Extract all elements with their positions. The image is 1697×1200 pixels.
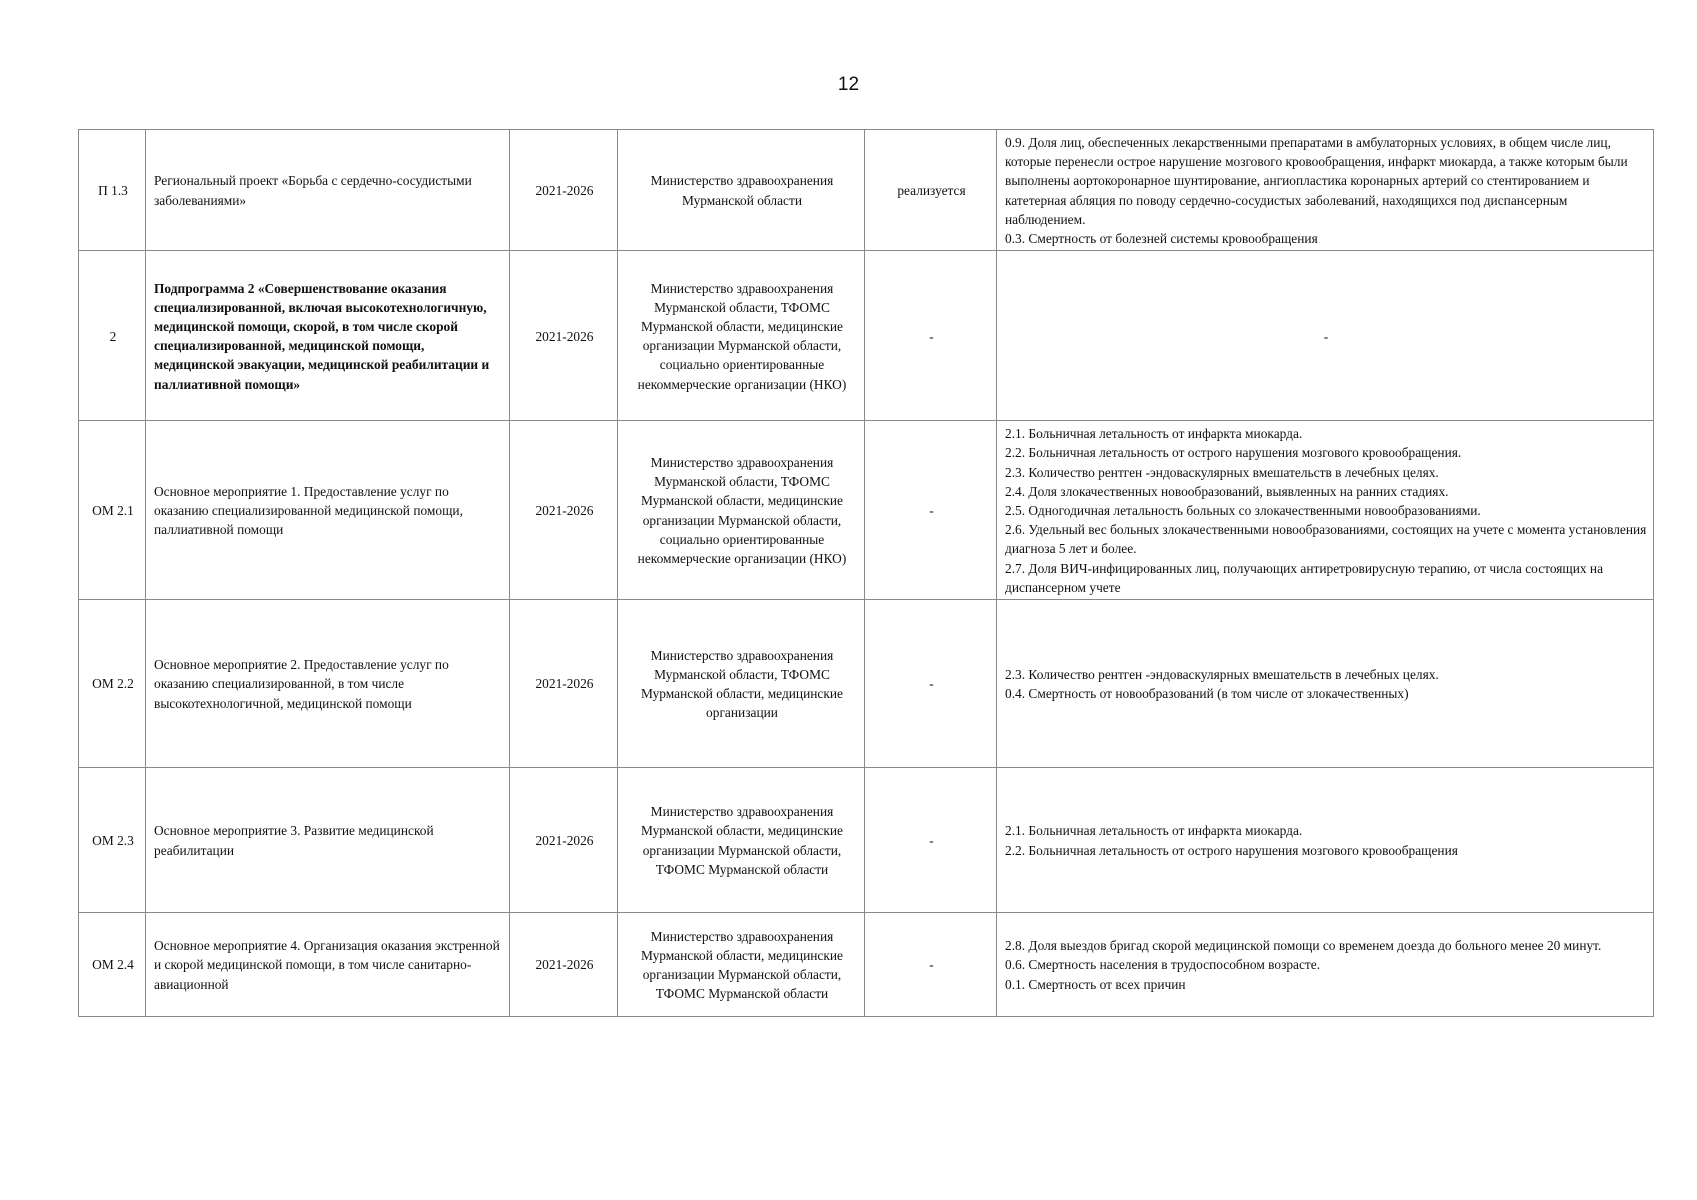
row-name: Региональный проект «Борьба с сердечно-сосудистыми заболеваниями» <box>146 130 510 251</box>
table-row <box>79 421 1654 600</box>
row-indicators <box>997 130 1654 251</box>
row-number: ОМ 2.1 <box>79 421 146 600</box>
row-status: - <box>865 913 997 1017</box>
row-years: 2021-2026 <box>510 768 618 913</box>
indicator-item: 0.1. Смертность от всех причин <box>1005 976 1186 992</box>
table-row <box>79 600 1654 768</box>
row-years: 2021-2026 <box>510 130 618 251</box>
row-executor: Министерство здравоохранения Мурманской области, ТФОМС Мурманской области, медицинские организации Мурманской области, социально ориентированные некоммерческие организации (НКО) <box>618 251 865 421</box>
row-number: ОМ 2.2 <box>79 600 146 768</box>
indicator-item: 2.6. Удельный вес больных злокачественными новообразованиями, состоящих на учете с момента установления диагноза 5 лет и более. <box>1005 522 1647 557</box>
subprogram-title: Подпрограмма 2 «Совершенствование оказания специализированной, включая высокотехнологичную, медицинской помощи, скорой, в том числе скорой специализированной, медицинской помощи, медицинской эвакуации, медицинской реабилитации и паллиативной помощи» <box>146 251 510 421</box>
row-status: - <box>865 768 997 913</box>
row-status: - <box>865 600 997 768</box>
row-status: - <box>865 251 997 421</box>
row-name: Основное мероприятие 2. Предоставление услуг по оказанию специализированной, в том числе высокотехнологичной, медицинской помощи <box>146 600 510 768</box>
indicator-item: 2.2. Больничная летальность от острого нарушения мозгового кровообращения. <box>1005 445 1462 461</box>
table-row <box>79 130 1654 251</box>
row-executor: Министерство здравоохранения Мурманской области, ТФОМС Мурманской области, медицинские организации <box>618 600 865 768</box>
table-row <box>79 251 1654 421</box>
row-indicators <box>997 600 1654 768</box>
row-indicators <box>997 768 1654 913</box>
indicator-item: 2.7. Доля ВИЧ-инфицированных лиц, получающих антиретровирусную терапию, от числа состоящих на диспансерном учете <box>1005 560 1604 595</box>
indicator-item: 2.8. Доля выездов бригад скорой медицинской помощи со временем доезда до больного менее 20 минут. <box>1005 938 1602 954</box>
row-name: Основное мероприятие 1. Предоставление услуг по оказанию специализированной медицинской помощи, паллиативной помощи <box>146 421 510 600</box>
row-indicators <box>997 421 1654 600</box>
row-status: - <box>865 421 997 600</box>
indicator-item: 0.4. Смертность от новообразований (в том числе от злокачественных) <box>1005 686 1409 702</box>
indicator-item: - <box>1323 328 1329 344</box>
indicator-item: 0.3. Смертность от болезней системы кровообращения <box>1005 231 1318 247</box>
row-status: реализуется <box>865 130 997 251</box>
row-name: Основное мероприятие 3. Развитие медицинской реабилитации <box>146 768 510 913</box>
row-years: 2021-2026 <box>510 421 618 600</box>
row-executor: Министерство здравоохранения Мурманской области, ТФОМС Мурманской области, медицинские организации Мурманской области, социально ориентированные некоммерческие организации (НКО) <box>618 421 865 600</box>
row-years: 2021-2026 <box>510 251 618 421</box>
indicator-item: 2.2. Больничная летальность от острого нарушения мозгового кровообращения <box>1005 842 1458 858</box>
table-row <box>79 768 1654 913</box>
row-number: 2 <box>79 251 146 421</box>
row-executor: Министерство здравоохранения Мурманской области, медицинские организации Мурманской области, ТФОМС Мурманской области <box>618 768 865 913</box>
page-number: 12 <box>837 74 860 95</box>
indicator-item: 2.5. Одногодичная летальность больных со злокачественными новообразованиями. <box>1005 503 1481 519</box>
row-indicators <box>997 913 1654 1017</box>
row-years: 2021-2026 <box>510 600 618 768</box>
program-table <box>78 129 1654 1017</box>
indicator-item: 2.4. Доля злокачественных новообразований, выявленных на ранних стадиях. <box>1005 483 1449 499</box>
indicator-item: 2.3. Количество рентген -эндоваскулярных вмешательств в лечебных целях. <box>1005 464 1439 480</box>
row-executor: Министерство здравоохранения Мурманской области, медицинские организации Мурманской области, ТФОМС Мурманской области <box>618 913 865 1017</box>
indicator-item: 2.3. Количество рентген -эндоваскулярных вмешательств в лечебных целях. <box>1005 666 1439 682</box>
row-name: Основное мероприятие 4. Организация оказания экстренной и скорой медицинской помощи, в том числе санитарно-авиационной <box>146 913 510 1017</box>
row-executor: Министерство здравоохранения Мурманской области <box>618 130 865 251</box>
indicator-item: 0.9. Доля лиц, обеспеченных лекарственными препаратами в амбулаторных условиях, в общем числе лиц, которые перенесли острое нарушение мозгового кровообращения, инфаркт миокарда, а также которым были выполнены аортокоронарное шунтирование, ангиопластика коронарных артерий со стентированием и катетерная абляция по поводу сердечно-сосудистых заболеваний, находящихся под диспансерным наблюдением. <box>1005 135 1628 227</box>
indicator-item: 2.1. Больничная летальность от инфаркта миокарда. <box>1005 426 1303 442</box>
row-years: 2021-2026 <box>510 913 618 1017</box>
row-indicators <box>997 251 1654 421</box>
indicator-item: 0.6. Смертность населения в трудоспособном возрасте. <box>1005 957 1321 973</box>
row-number: ОМ 2.4 <box>79 913 146 1017</box>
row-number: ОМ 2.3 <box>79 768 146 913</box>
row-number: П 1.3 <box>79 130 146 251</box>
table-row <box>79 913 1654 1017</box>
indicator-item: 2.1. Больничная летальность от инфаркта миокарда. <box>1005 823 1303 839</box>
